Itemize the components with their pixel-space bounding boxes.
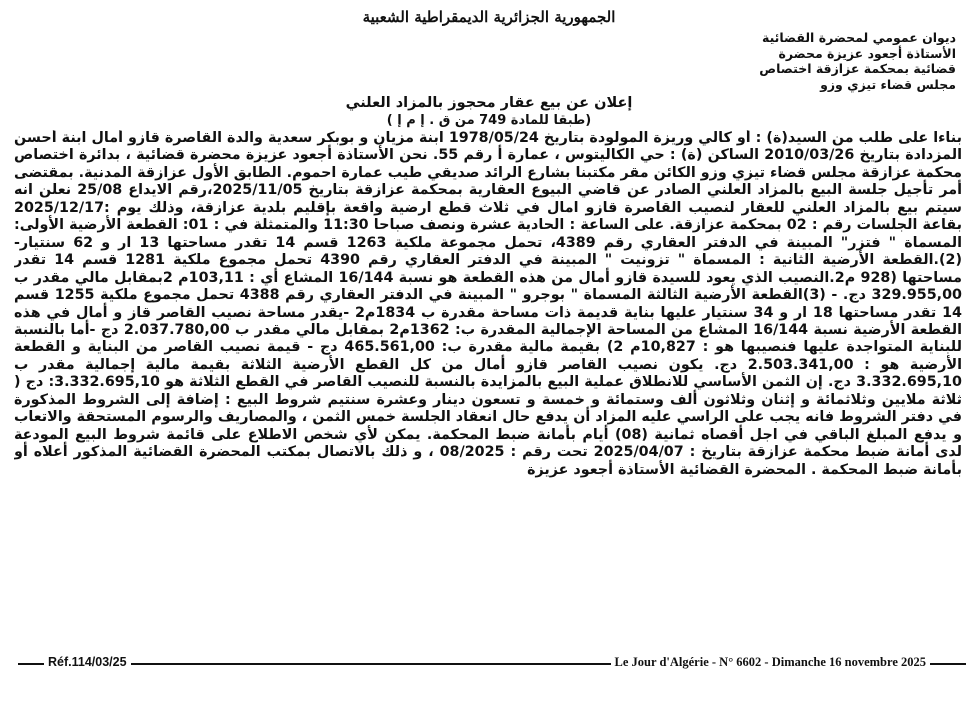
office-line: قضائية بمحكمة عزازقة اختصاص [759, 61, 956, 76]
notice-article-reference: ( طبقا للمادة 749 من ق . إ م إ) [386, 113, 592, 128]
newspaper-issue-line: Le Jour d'Algérie - N° 6602 - Dimanche 16 novembre 2025 [611, 655, 930, 670]
office-line: مجلس قضاء تيزي وزو [820, 76, 956, 92]
office-line: الأستاذة أجعود عزيزة محضرة [778, 45, 956, 61]
bailiff-office-block [536, 30, 956, 92]
office-line: ديوان عمومي لمحضرة القضائية [761, 30, 956, 45]
footer [8, 655, 970, 671]
notice-title-block [8, 94, 970, 130]
reference-number: Réf.114/03/25 [44, 655, 131, 669]
republic-heading: الجمهورية الجزائرية الديمقراطية الشعبية [362, 8, 616, 26]
legal-notice [8, 6, 970, 696]
notice-title: إعلان عن بيع عقار محجوز بالمزاد العلني [345, 95, 633, 111]
notice-body-text: بناءا على طلب من السيد(ة) : أو كالي وريزة المولودة بتاريخ 1978/05/24 ابنة مزيان و بوبكر سعدية والدة القاصرة قازو أمال ابنة أحسن المزدادة بتاريخ 2010/03/26 الساكن (ة) : حي الكاليتوس ، عمارة أ رقم 55. نحن الأستاذة أجعود عزيزة محضرة قضائية ، بدائرة اختصاص محكمة عزازقة مجلس قضاء تيزي وزو الكائن مقر مكتبنا بشارع الرائد صديقي طيب عمارة احموم. الطابق الأول عزازقة المدنية. بمقتضى أمر تأجيل جلسة البيع بالمزاد العلني الصادر عن قاضي البيوع العقارية بمحكمة عزازقة بتاريخ 2025/11/05،رقم الايداع 25/08 نعلن انه سيتم بيع بالمزاد العلني للعقار لنصيب القاصرة قازو امال في ثلاث قطع ارضية واقعة بإقليم بلدية عزازقة، وذلك يوم :2025/12/17 بقاعة الجلسات رقم : 02 بمحكمة عزازقة. على الساعة : الحادية عشرة ونصف صباحا 11:30 والمتمثلة في : 01: القطعة الأرضية الأولى: المسماة " فتزر" المبينة في الدفتر العقاري رقم 4389، تحمل مجموعة ملكية 1263 قسم 14 تقدر مساحتها 13 ار و 62 سنتيار- (2).القطعة الأرضية الثانية : المسماة " تزونيت " المبينة في الدفتر العقاري رقم 4390 تحمل مجموع ملكية 1281 قسم 14 تقدر مساحتها (928 م2.النصيب الذي يعود للسيدة قازو أمال من هذه القطعة هو نسبة 16/144 المشاع أي : 103,11م 2بمقابل مالي مقدر ب 329.955,00 دج. - (3)القطعة الأرضية الثالثة المسماة " بوجرو " المبينة في الدفتر العقاري رقم 4388 تحمل مجموع ملكية 1255 قسم 14 تقدر مساحتها 18 ار و 34 سنتيار عليها بناية قديمة ذات مساحة مقدرة ب 1834م2 -يقدر مساحة نصيب القاصر قاز و أمال في هذه القطعة الأرضية نسبة 16/144 المشاع من المساحة الإجمالية المقدرة ب: 1362م2 بمقابل مالي مقدر ب 2.037.780,00 دج -أما بالنسبة للبناية المتواجدة عليها فنصيبها هو : 10,827م 2) بقيمة مالية مقدرة ب: 465.561,00 دج - قيمة نصيب القاصر من البناية و القطعة الأرضية هو : 2.503.341,00 دج. يكون نصيب القاصر قازو أمال من كل القطع الأرضية الثلاثة بقيمة مالية إجمالية مقدر ب 3.332.695,10 دج. إن الثمن الأساسي للانطلاق عملية البيع بالمزايدة بالنسبة للنصيب القاصر في القطع الثلاثة هو 3.332.695,10: دج ( ثلاثة ملايين وثلاثمائة و إثنان وثلاثون ألف وستمائة و خمسة و تسعون دينار وعشرة سنتيم شروط البيع : إضافة إلى الشروط المذكورة في دفتر الشروط فانه يجب على الراسي عليه المزاد أن يدفع حال انعقاد الجلسة خمس الثمن ، والمصاريف والرسوم المستحقة والاتعاب و يدفع المبلغ الباقي في اجل أقصاه ثمانية (08) أيام بأمانة ضبط المحكمة. يمكن لأي شخص الاطلاع على قائمة شروط البيع المودعة لدى أمانة ضبط محكمة عزازقة بتاريخ : 2025/04/07 تحت رقم : 08/2025 ، و ذلك بالاتصال بمكتب المحضرة القضائية المذكور أعلاه أو بأمانة ضبط المحكمة . المحضرة القضائية الأستاذة أجعود عزيزة [14, 130, 962, 478]
